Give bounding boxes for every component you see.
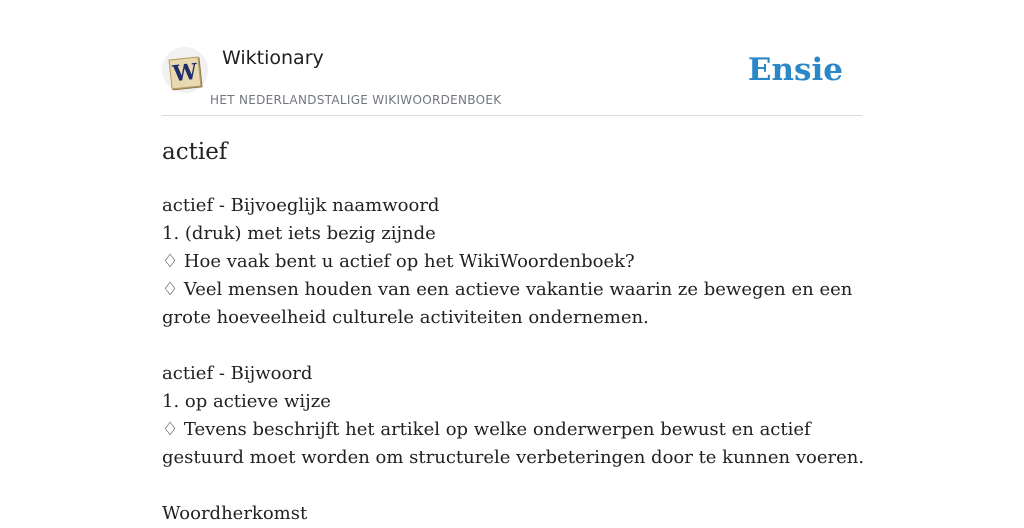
wiktionary-logo-icon[interactable] (162, 47, 208, 93)
example-sentence: ♢ Hoe vaak bent u actief op het WikiWoordenboek? (162, 251, 635, 272)
definition-sense: 1. (druk) met iets bezig zijnde (162, 223, 436, 244)
site-name[interactable]: Wiktionary (222, 47, 324, 69)
ensie-brand-logo[interactable]: Ensie (747, 52, 843, 88)
example-sentence: ♢ Veel mensen houden van een actieve vakantie waarin ze bewegen en een grote hoeveelheid culturele activiteiten ondernemen. (162, 279, 853, 328)
site-tagline: HET NEDERLANDSTALIGE WIKIWOORDENBOEK (210, 93, 502, 107)
spacer (162, 332, 867, 360)
spacer (162, 472, 867, 500)
definition-heading: actief - Bijwoord (162, 363, 313, 384)
page-title: actief (162, 139, 228, 165)
section-heading-etymology: Woordherkomst (162, 503, 308, 524)
entry-content (162, 192, 867, 528)
site-header (162, 42, 862, 116)
definition-heading: actief - Bijvoeglijk naamwoord (162, 195, 440, 216)
definition-sense: 1. op actieve wijze (162, 391, 331, 412)
logo-tile: W (169, 57, 202, 90)
example-sentence: ♢ Tevens beschrijft het artikel op welke onderwerpen bewust en actief gestuurd moet worden om structurele verbeteringen door te kunnen voeren. (162, 419, 865, 468)
